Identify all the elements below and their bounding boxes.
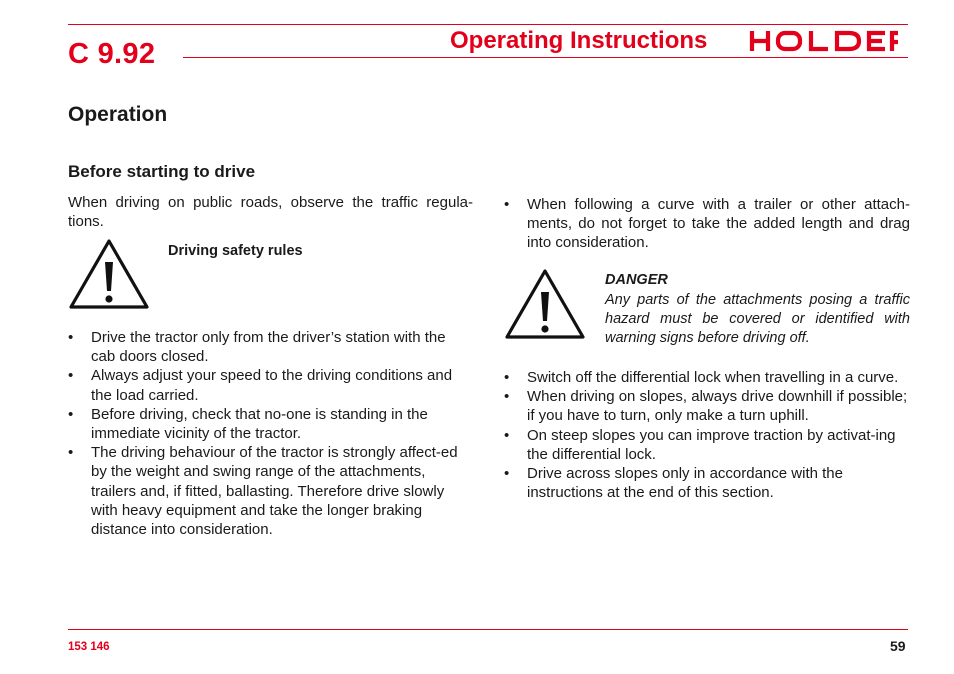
list-item: • Before driving, check that no-one is standing in the immediate vicinity of the tractor. (68, 405, 473, 443)
page-number: 59 (890, 638, 906, 654)
left-bullet-list (68, 328, 473, 539)
holder-logo (748, 30, 902, 52)
list-item: • Drive across slopes only in accordance with the instructions at the end of this section. (504, 464, 910, 502)
subsection-title: Before starting to drive (68, 162, 256, 181)
warning-triangle-icon (68, 238, 150, 310)
danger-title: DANGER (605, 272, 668, 288)
section-title: Operation (68, 103, 168, 126)
document-title: Operating Instructions (450, 27, 708, 54)
right-bullet-list-top (504, 195, 910, 253)
list-item: • Always adjust your speed to the driving conditions and the load carried. (68, 366, 473, 404)
footer-rule (68, 629, 908, 630)
list-item: • Drive the tractor only from the driver’s station with the cab doors closed. (68, 328, 473, 366)
intro-paragraph: When driving on public roads, observe the traffic regula-tions. (68, 194, 473, 230)
list-item: • When driving on slopes, always drive downhill if possible; if you have to turn, only make a turn uphill. (504, 387, 910, 425)
header-bottom-rule (183, 57, 908, 58)
list-item: • When following a curve with a trailer or other attach-ments, do not forget to take the added length and drag into consideration. (504, 195, 910, 253)
danger-text: Any parts of the attachments posing a traffic hazard must be covered or identified with warning signs before driving off. (605, 292, 910, 346)
list-item: • On steep slopes you can improve traction by activat-ing the differential lock. (504, 426, 910, 464)
logo-text: HOLDER (748, 30, 753, 31)
list-item: • The driving behaviour of the tractor is strongly affect-ed by the weight and swing range of the attachments, trailers and, if fitted, ballasting. Therefore drive slowly with heavy equipment and take the longer braking distance into consideration. (68, 443, 473, 539)
model-number: C 9.92 (68, 38, 156, 70)
document-number: 153 146 (68, 641, 110, 653)
safety-rules-label: Driving safety rules (168, 243, 303, 259)
list-item: • Switch off the differential lock when travelling in a curve. (504, 368, 910, 387)
right-bullet-list-bottom (504, 368, 910, 502)
warning-triangle-icon (504, 268, 586, 340)
header-top-rule (68, 24, 908, 25)
